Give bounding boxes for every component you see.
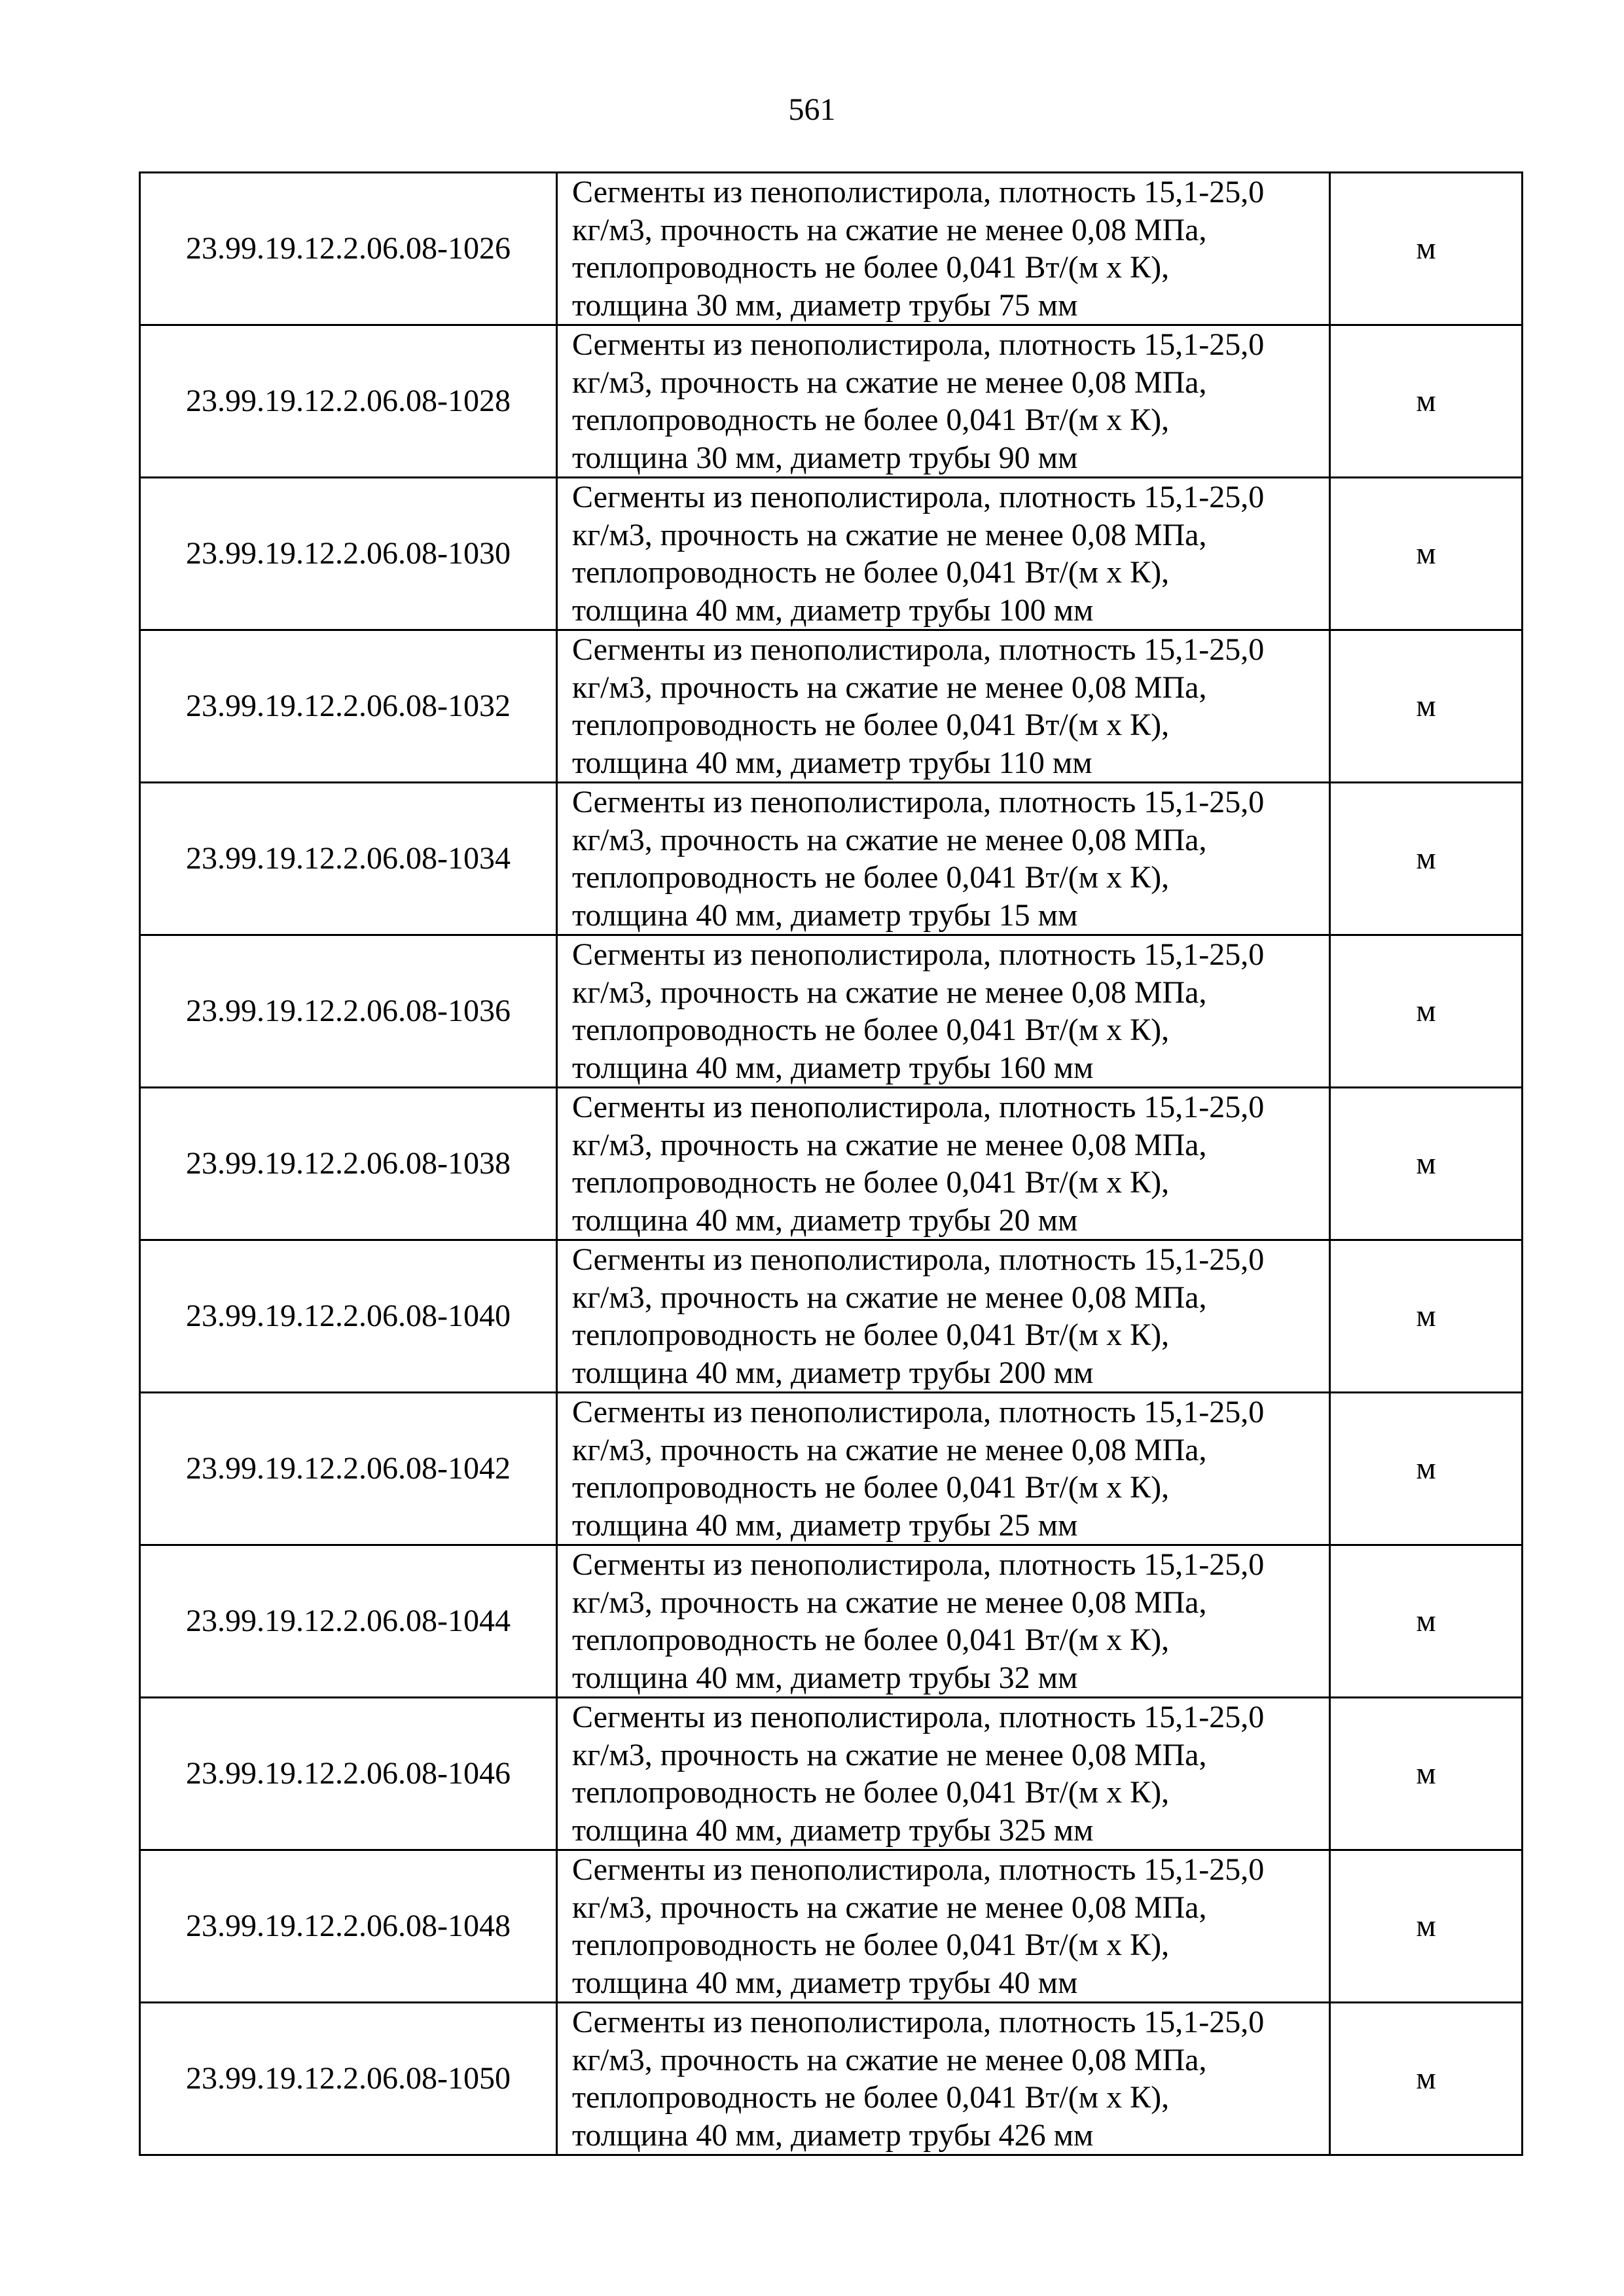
description-line: теплопроводность не более 0,041 Вт/(м х К), [572,1928,1170,1962]
resource-code: 23.99.19.12.2.06.08-1048 [140,1850,557,2003]
description-line: толщина 40 мм, диаметр трубы 40 мм [572,1965,1078,2000]
description-line: теплопроводность не более 0,041 Вт/(м х К), [572,1165,1170,1200]
resource-description [557,1393,1330,1545]
resource-code: 23.99.19.12.2.06.08-1044 [140,1545,557,1698]
description-line: кг/м3, прочность на сжатие не менее 0,08 МПа, [572,517,1207,552]
description-line: теплопроводность не более 0,041 Вт/(м х К), [572,555,1170,590]
description-line: Сегменты из пенополистирола, плотность 15,1-25,0 [572,1700,1265,1734]
unit-of-measure: м [1330,173,1523,325]
description-line: теплопроводность не более 0,041 Вт/(м х К), [572,1470,1170,1505]
resource-description [557,1545,1330,1698]
resource-description [557,325,1330,478]
resource-code: 23.99.19.12.2.06.08-1036 [140,935,557,1088]
description-line: Сегменты из пенополистирола, плотность 15,1-25,0 [572,175,1265,209]
description-line: толщина 40 мм, диаметр трубы 200 мм [572,1355,1094,1390]
description-line: кг/м3, прочность на сжатие не менее 0,08 МПа, [572,822,1207,857]
description-line: кг/м3, прочность на сжатие не менее 0,08 МПа, [572,1737,1207,1772]
materials-table [139,171,1523,2156]
description-line: толщина 30 мм, диаметр трубы 75 мм [572,287,1078,323]
unit-of-measure: м [1330,630,1523,783]
description-line: кг/м3, прочность на сжатие не менее 0,08 МПа, [572,1585,1207,1620]
description-line: Сегменты из пенополистирола, плотность 15,1-25,0 [572,327,1265,362]
description-line: толщина 40 мм, диаметр трубы 100 мм [572,592,1094,628]
table-row [140,783,1523,935]
unit-of-measure: м [1330,2003,1523,2155]
description-line: толщина 40 мм, диаметр трубы 20 мм [572,1202,1078,1238]
table-row [140,1698,1523,1850]
description-line: толщина 40 мм, диаметр трубы 32 мм [572,1660,1078,1695]
unit-of-measure: м [1330,1698,1523,1850]
unit-of-measure: м [1330,325,1523,478]
description-line: Сегменты из пенополистирола, плотность 15,1-25,0 [572,785,1265,819]
description-line: Сегменты из пенополистирола, плотность 15,1-25,0 [572,937,1265,972]
description-line: кг/м3, прочность на сжатие не менее 0,08 МПа, [572,975,1207,1010]
description-line: теплопроводность не более 0,041 Вт/(м х К), [572,403,1170,437]
description-line: теплопроводность не более 0,041 Вт/(м х К), [572,860,1170,895]
description-line: теплопроводность не более 0,041 Вт/(м х К), [572,708,1170,742]
unit-of-measure: м [1330,783,1523,935]
resource-description [557,1850,1330,2003]
description-line: теплопроводность не более 0,041 Вт/(м х К), [572,250,1170,285]
description-line: кг/м3, прочность на сжатие не менее 0,08 МПа, [572,212,1207,247]
unit-of-measure: м [1330,1088,1523,1240]
resource-code: 23.99.19.12.2.06.08-1028 [140,325,557,478]
resource-code: 23.99.19.12.2.06.08-1030 [140,478,557,630]
description-line: толщина 40 мм, диаметр трубы 110 мм [572,745,1092,780]
description-line: толщина 40 мм, диаметр трубы 160 мм [572,1050,1094,1085]
table-row [140,1545,1523,1698]
resource-description [557,935,1330,1088]
resource-code: 23.99.19.12.2.06.08-1034 [140,783,557,935]
table-row [140,1850,1523,2003]
resource-code: 23.99.19.12.2.06.08-1038 [140,1088,557,1240]
table-row [140,935,1523,1088]
unit-of-measure: м [1330,1545,1523,1698]
resource-code: 23.99.19.12.2.06.08-1046 [140,1698,557,1850]
table-row [140,478,1523,630]
table-row [140,1393,1523,1545]
table-row [140,325,1523,478]
resource-description [557,173,1330,325]
description-line: кг/м3, прочность на сжатие не менее 0,08 МПа, [572,670,1207,705]
unit-of-measure: м [1330,1393,1523,1545]
resource-description [557,630,1330,783]
description-line: теплопроводность не более 0,041 Вт/(м х К), [572,1318,1170,1352]
unit-of-measure: м [1330,1240,1523,1393]
description-line: теплопроводность не более 0,041 Вт/(м х К), [572,2080,1170,2115]
description-line: толщина 40 мм, диаметр трубы 15 мм [572,897,1078,933]
description-line: теплопроводность не более 0,041 Вт/(м х К), [572,1013,1170,1047]
table-row [140,1240,1523,1393]
resource-code: 23.99.19.12.2.06.08-1042 [140,1393,557,1545]
description-line: теплопроводность не более 0,041 Вт/(м х К), [572,1623,1170,1657]
description-line: кг/м3, прочность на сжатие не менее 0,08 МПа, [572,365,1207,400]
description-line: Сегменты из пенополистирола, плотность 15,1-25,0 [572,480,1265,514]
table-row [140,2003,1523,2155]
resource-description [557,1240,1330,1393]
description-line: толщина 40 мм, диаметр трубы 25 мм [572,1507,1078,1543]
unit-of-measure: м [1330,1850,1523,2003]
table-row [140,173,1523,325]
description-line: кг/м3, прочность на сжатие не менее 0,08 МПа, [572,1280,1207,1315]
materials-table-body [140,173,1523,2155]
description-line: Сегменты из пенополистирола, плотность 15,1-25,0 [572,632,1265,667]
description-line: кг/м3, прочность на сжатие не менее 0,08 МПа, [572,1127,1207,1162]
resource-code: 23.99.19.12.2.06.08-1040 [140,1240,557,1393]
description-line: толщина 40 мм, диаметр трубы 325 мм [572,1812,1094,1848]
description-line: кг/м3, прочность на сжатие не менее 0,08 МПа, [572,2042,1207,2077]
unit-of-measure: м [1330,935,1523,1088]
resource-description [557,783,1330,935]
resource-description [557,478,1330,630]
description-line: Сегменты из пенополистирола, плотность 15,1-25,0 [572,1547,1265,1582]
resource-description [557,1088,1330,1240]
description-line: Сегменты из пенополистирола, плотность 15,1-25,0 [572,1852,1265,1887]
resource-description [557,1698,1330,1850]
table-row [140,1088,1523,1240]
description-line: толщина 30 мм, диаметр трубы 90 мм [572,440,1078,475]
page-number: 561 [788,92,836,127]
resource-description [557,2003,1330,2155]
resource-code: 23.99.19.12.2.06.08-1026 [140,173,557,325]
description-line: Сегменты из пенополистирола, плотность 15,1-25,0 [572,1242,1265,1277]
description-line: Сегменты из пенополистирола, плотность 15,1-25,0 [572,1395,1265,1429]
description-line: кг/м3, прочность на сжатие не менее 0,08 МПа, [572,1432,1207,1467]
description-line: теплопроводность не более 0,041 Вт/(м х К), [572,1775,1170,1810]
description-line: кг/м3, прочность на сжатие не менее 0,08 МПа, [572,1890,1207,1925]
description-line: Сегменты из пенополистирола, плотность 15,1-25,0 [572,1090,1265,1124]
unit-of-measure: м [1330,478,1523,630]
resource-code: 23.99.19.12.2.06.08-1032 [140,630,557,783]
description-line: толщина 40 мм, диаметр трубы 426 мм [572,2117,1094,2153]
table-row [140,630,1523,783]
resource-code: 23.99.19.12.2.06.08-1050 [140,2003,557,2155]
description-line: Сегменты из пенополистирола, плотность 15,1-25,0 [572,2005,1265,2039]
